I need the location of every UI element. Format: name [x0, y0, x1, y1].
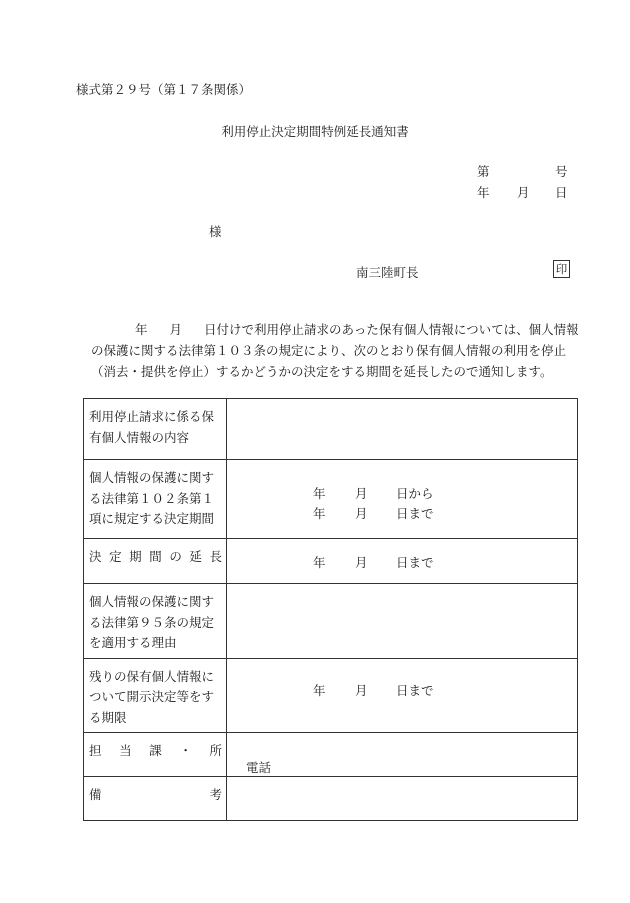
- row-label-deadline: 残りの保有個人情報について開示決定等をする期限: [84, 658, 227, 733]
- body-text: 日付けで利用停止請求のあった保有個人情報については、個人情報の保護に関する法律第１０３条の規定により、次のとおり保有個人情報の利用を停止（消去・提供を停止）するかどうかの決定をする期間を延長したので通知します。: [91, 322, 579, 379]
- addressee-suffix: 様: [209, 224, 222, 239]
- form-number: 様式第２９号（第１７条関係）: [76, 82, 252, 97]
- extension-label-text: 決定期間の延長: [89, 549, 222, 564]
- table-row: [84, 658, 578, 733]
- row-label-department: [84, 733, 227, 777]
- department-label-text: 担当課・所: [89, 743, 222, 758]
- seal-mark: 印: [553, 260, 570, 278]
- date-day-label: 日: [555, 185, 568, 200]
- month-label: 月: [355, 506, 368, 521]
- row-label-content: 利用停止請求に係る保有個人情報の内容: [84, 399, 227, 460]
- row-label-decision-period: 個人情報の保護に関する法律第１０２条第１項に規定する決定期間: [84, 460, 227, 539]
- notice-details-table: [83, 398, 578, 821]
- table-row: [84, 777, 578, 821]
- month-label: 月: [355, 682, 368, 698]
- row-value-remarks[interactable]: [227, 777, 578, 821]
- table-row: [84, 539, 578, 584]
- body-year-label: 年: [135, 322, 148, 337]
- row-value-deadline[interactable]: [227, 658, 578, 733]
- phone-label: 電話: [246, 760, 272, 775]
- day-to-label: 日まで: [396, 682, 434, 698]
- reference-number-prefix: 第: [477, 164, 490, 179]
- reference-number-suffix: 号: [555, 164, 568, 179]
- table-row: [84, 733, 578, 777]
- month-label: 月: [355, 555, 368, 570]
- row-value-decision-period[interactable]: [227, 460, 578, 539]
- day-from-label: 日から: [396, 486, 434, 501]
- row-value-extension[interactable]: [227, 539, 578, 584]
- row-value-reason[interactable]: [227, 584, 578, 659]
- row-label-reason: 個人情報の保護に関する法律第９５条の規定を適用する理由: [84, 584, 227, 659]
- table-row: [84, 584, 578, 659]
- date-year-label: 年: [477, 185, 490, 200]
- document-title: 利用停止決定期間特例延長通知書: [221, 124, 409, 139]
- day-to-label: 日まで: [396, 555, 434, 570]
- row-label-extension: [84, 539, 227, 584]
- year-label: 年: [313, 486, 326, 501]
- row-value-content[interactable]: [227, 399, 578, 460]
- month-label: 月: [355, 486, 368, 501]
- notice-body: [91, 319, 589, 382]
- table-row: [84, 460, 578, 539]
- body-month-label: 月: [169, 322, 183, 337]
- year-label: 年: [313, 682, 326, 698]
- issuer-name: 南三陸町長: [356, 265, 419, 280]
- table-row: [84, 399, 578, 460]
- year-label: 年: [313, 555, 326, 570]
- year-label: 年: [313, 506, 326, 521]
- day-to-label: 日まで: [396, 506, 434, 521]
- row-value-department[interactable]: [227, 733, 578, 777]
- remarks-label-text: 備考: [89, 787, 222, 802]
- row-label-remarks: [84, 777, 227, 821]
- date-month-label: 月: [517, 185, 530, 200]
